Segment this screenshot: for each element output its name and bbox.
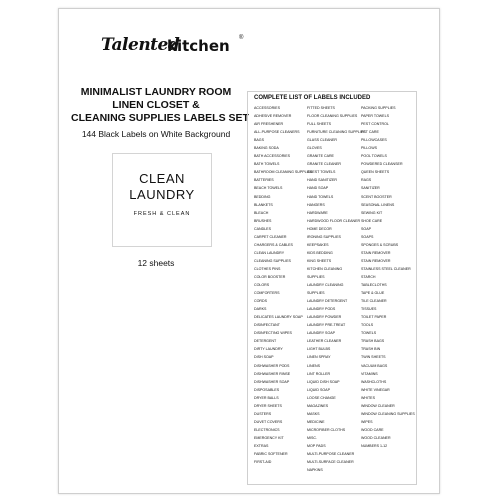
labels-column-2 [307, 104, 367, 474]
label-item: PEST CONTROL [361, 122, 389, 127]
label-item: LINT ROLLER [307, 371, 331, 376]
label-item: VACUUM BAGS [361, 363, 388, 368]
label-item: HARDWARE [307, 210, 328, 215]
sample-label-line2: LAUNDRY [129, 187, 195, 202]
title-line: MINIMALIST LAUNDRY ROOM [80, 86, 232, 98]
sample-label-line3: FRESH & CLEAN [133, 211, 191, 217]
label-item: ACCESSORIES [254, 106, 280, 110]
label-item: WHITE VINEGAR [361, 387, 390, 392]
label-item: SUPPLIES [307, 291, 325, 296]
label-item: ADHESIVE REMOVER [254, 114, 292, 119]
label-item: STAIN REMOVER [361, 258, 391, 263]
label-item: HOME DECOR [307, 226, 332, 231]
label-item: TRASH BIN [361, 347, 381, 352]
label-item: SEWING KIT [361, 210, 383, 215]
label-item: SHOE CARE [361, 218, 383, 223]
label-item: STAIN REMOVER [361, 250, 391, 255]
label-item: PACKING SUPPLIES [361, 106, 396, 110]
label-item: MULTI-SURFACE CLEANER [307, 460, 354, 465]
label-item: DUVET COVERS [254, 419, 283, 424]
label-item: TRASH BAGS [361, 339, 385, 344]
brand-logo [101, 35, 301, 65]
label-item: DIRTY LAUNDRY [254, 347, 283, 352]
label-item: MAGAZINES [307, 403, 329, 408]
label-item: KEEPSAKES [307, 242, 329, 247]
label-item: TILE CLEANER [361, 299, 387, 304]
label-item: GLOVES [307, 146, 322, 151]
label-item: SOAPS [361, 234, 374, 239]
label-item: KING SHEETS [307, 258, 332, 263]
label-item: NUMBERS 1-12 [361, 443, 388, 448]
label-item: CARPET CLEANER [254, 234, 287, 239]
label-item: LIQUID SOAP [307, 387, 330, 392]
label-item: SPONGES & SCRUBS [361, 242, 399, 247]
registered-mark: ® [239, 35, 244, 41]
label-item: KIDS BEDDING [307, 250, 333, 255]
label-item: CANDLES [254, 226, 271, 231]
label-item: BLEACH [254, 210, 269, 215]
label-item: DRYER SHEETS [254, 403, 282, 408]
label-item: NAPKINS [307, 468, 323, 473]
label-item: WHITES [361, 395, 375, 400]
label-item: SANITIZER [361, 186, 380, 191]
label-item: DISHWASHER RINSE [254, 371, 291, 376]
label-item: HAND TOWELS [307, 194, 334, 199]
title-line: LINEN CLOSET & [112, 99, 200, 111]
label-item: VITAMINS [361, 371, 378, 376]
label-item: BRUSHES [254, 218, 272, 223]
label-item: CHARGERS & CABLES [254, 242, 293, 247]
label-item: DISPOSABLES [254, 387, 280, 392]
label-item: COLORS [254, 283, 270, 288]
label-item: MISC. [307, 435, 317, 440]
labels-list-title: COMPLETE LIST OF LABELS INCLUDED [254, 95, 371, 101]
label-item: CLEANING SUPPLIES [254, 258, 291, 263]
label-item: CLOTHES PINS [254, 266, 281, 271]
label-item: WOOD CARE [361, 427, 384, 432]
product-subtitle: 144 Black Labels on White Background [81, 129, 231, 139]
label-item: LIQUID DISH SOAP [307, 379, 340, 384]
label-item: DRYER BALLS [254, 395, 279, 400]
label-item: LAUNDRY PRE-TREAT [307, 323, 346, 328]
label-item: DISINFECTANT [254, 323, 280, 328]
label-item: DELICATES LAUNDRY SOAP [254, 315, 303, 320]
label-item: LIGHT BULBS [307, 347, 331, 352]
label-item: TOWELS [361, 331, 377, 336]
label-item: ELECTRONICS [254, 427, 280, 432]
label-item: TABLECLOTHS [361, 283, 387, 288]
labels-list-box [247, 91, 417, 485]
label-item: HANGERS [307, 202, 325, 207]
label-item: IRONING SUPPLIES [307, 234, 341, 239]
label-item: PET CARE [361, 130, 379, 135]
brand-name-main: Talented [101, 35, 180, 55]
label-item: DISH SOAP [254, 355, 274, 360]
label-item: BLANKETS [254, 202, 273, 207]
label-item: GUEST TOWELS [307, 170, 336, 175]
label-item: POOL TOWELS [361, 154, 387, 159]
label-item: BATH ACCESSORIES [254, 154, 291, 159]
labels-column-3 [361, 104, 416, 450]
sheet-count: 12 sheets [137, 258, 175, 268]
label-item: LAUNDRY DETERGENT [307, 299, 348, 304]
label-item: BATTERIES [254, 178, 274, 183]
label-item: MASKS [307, 411, 320, 416]
label-item: SEASONAL LINENS [361, 202, 395, 207]
label-item: CLEAN LAUNDRY [254, 250, 285, 255]
label-item: ALL-PURPOSE CLEANERS [254, 130, 300, 135]
label-item: MOP PADS [307, 443, 326, 448]
label-item: GRANITE CARE [307, 154, 334, 159]
label-item: FURNITURE CLEANING SUPPLIES [307, 130, 366, 135]
label-item: WINDOW CLEANING SUPPLIES [361, 411, 415, 416]
label-item: WIPES [361, 419, 373, 424]
label-item: LOOSE CHANGE [307, 395, 336, 400]
label-item: SUPPLIES [307, 274, 325, 279]
label-item: HAND SOAP [307, 186, 329, 191]
label-item: PAPER TOWELS [361, 114, 389, 119]
label-item: DETERGENT [254, 339, 277, 344]
sample-label-line1: CLEAN [139, 171, 185, 186]
label-item: LINEN SPRAY [307, 355, 331, 360]
label-item: BAGS [254, 138, 264, 143]
label-item: GRANITE CLEANER [307, 162, 341, 167]
sample-label [112, 153, 212, 247]
label-item: SOAP [361, 226, 371, 231]
label-item: WASHCLOTHS [361, 379, 387, 384]
label-item: COMFORTERS [254, 291, 280, 296]
label-item: BAKING SODA [254, 146, 279, 151]
label-item: PILLOWS [361, 146, 377, 151]
label-item: TOILET PAPER [361, 315, 387, 320]
label-item: MEDICINE [307, 419, 325, 424]
label-item: WINDOW CLEANER [361, 403, 395, 408]
label-item: LAUNDRY PODS [307, 307, 336, 312]
label-item: DISINFECTING WIPES [254, 331, 292, 336]
label-item: LEATHER CLEANER [307, 339, 342, 344]
label-item: BATH TOWELS [254, 162, 280, 167]
label-item: EMERGENCY KIT [254, 435, 284, 440]
label-item: STAINLESS STEEL CLEANER [361, 266, 411, 271]
label-item: HARDWOOD FLOOR CLEANER [307, 218, 361, 223]
label-item: DARKS [254, 307, 267, 312]
label-item: DISHWASHER SOAP [254, 379, 290, 384]
label-item: DUSTERS [254, 411, 272, 416]
label-item: TWIN SHEETS [361, 355, 386, 360]
label-item: BEDDING [254, 194, 271, 199]
label-item: BATHROOM CLEANING SUPPLIES [254, 170, 313, 175]
label-item: GLASS CLEANER [307, 138, 337, 143]
label-item: BEACH TOWELS [254, 186, 283, 191]
label-item: FLOOR CLEANING SUPPLIES [307, 114, 358, 119]
label-item: RAGS [361, 178, 372, 183]
label-item: TISSUES [361, 307, 377, 312]
label-item: MICROFIBER CLOTHS [307, 427, 346, 432]
label-item: AIR FRESHENER [254, 122, 284, 127]
title-line: CLEANING SUPPLIES LABELS SET [71, 112, 249, 124]
label-item: LAUNDRY SOAP [307, 331, 336, 336]
label-item: POWDERED CLEANSER [361, 162, 403, 167]
label-item: HAND SANITIZER [307, 178, 337, 183]
label-item: FITTED SHEETS [307, 106, 335, 110]
label-item: KITCHEN CLEANING [307, 266, 343, 271]
label-item: LINENS [307, 363, 320, 368]
label-item: FABRIC SOFTENER [254, 452, 288, 457]
product-title [71, 86, 249, 125]
label-item: QUEEN SHEETS [361, 170, 390, 175]
label-item: LAUNDRY POWDER [307, 315, 342, 320]
brand-name-sub: kitchen [167, 37, 230, 55]
label-item: FULL SHEETS [307, 122, 332, 127]
label-item: CORDS [254, 299, 267, 304]
label-item: TAPE & GLUE [361, 291, 385, 296]
label-item: FIRST-AID [254, 460, 272, 465]
label-item: LAUNDRY CLEANING [307, 283, 344, 288]
label-item: EXTRAS [254, 443, 269, 448]
label-item: WOOD CLEANER [361, 435, 391, 440]
label-item: STARCH [361, 274, 376, 279]
product-card [58, 8, 440, 494]
label-item: TOOLS [361, 323, 374, 328]
label-item: COLOR BOOSTER [254, 274, 286, 279]
label-item: MULTI-PURPOSE CLEANER [307, 452, 355, 457]
label-item: SCENT BOOSTER [361, 194, 392, 199]
label-item: PILLOWCASES [361, 138, 387, 143]
label-item: DISHWASHER PODS [254, 363, 290, 368]
